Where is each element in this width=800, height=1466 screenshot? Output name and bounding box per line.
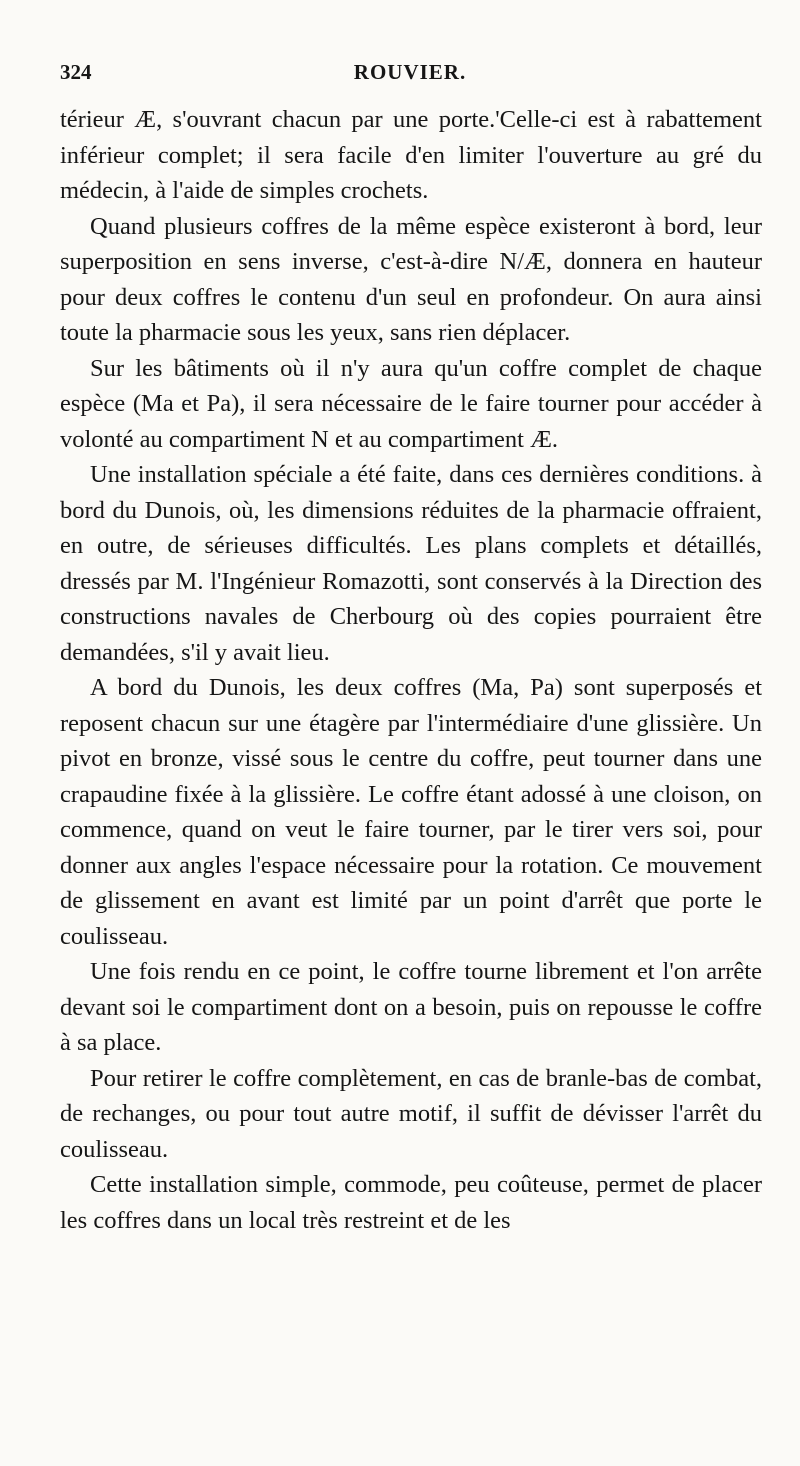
- paragraph: Pour retirer le coffre complètement, en cas de branle-bas de combat, de rechanges, ou pour tout autre motif, il suffit de dévisser l'arrêt du coulisseau.: [60, 1064, 762, 1163]
- body-text: [60, 102, 762, 1238]
- running-head: ROUVIER.: [353, 60, 467, 84]
- paragraph: térieur Æ, s'ouvrant chacun par une porte.'Celle-ci est à rabattement inférieur complet; il sera facile d'en limiter l'ouverture au gré du médecin, à l'aide de simples crochets.: [60, 106, 762, 204]
- page-header: [60, 60, 760, 90]
- paragraph: A bord du Dunois, les deux coffres (Ma, Pa) sont superposés et reposent chacun sur une étagère par l'intermédiaire d'une glissière. Un pivot en bronze, vissé sous le centre du coffre, peut tourner dans une crapaudine fixée à la glissière. Le coffre étant adossé à une cloison, on commence, quand on veut le faire tourner, par le tirer vers soi, pour donner aux angles l'espace nécessaire pour la rotation. Ce mouvement de glissement en avant est limité par un point d'arrêt que porte le coulisseau.: [60, 674, 762, 950]
- paragraph: Une installation spéciale a été faite, dans ces dernières conditions. à bord du Dunois, où, les dimensions réduites de la pharmacie offraient, en outre, de sérieuses difficultés. Les plans complets et détaillés, dressés par M. l'Ingénieur Romazotti, sont conservés à la Direction des constructions navales de Cherbourg où des copies pourraient être demandées, s'il y avait lieu.: [60, 461, 762, 666]
- paragraph: Quand plusieurs coffres de la même espèce existeront à bord, leur superposition en sens inverse, c'est-à-dire N/Æ, donnera en hauteur pour deux coffres le contenu d'un seul en profondeur. On aura ainsi toute la pharmacie sous les yeux, sans rien déplacer.: [60, 212, 762, 346]
- paragraph: Sur les bâtiments où il n'y aura qu'un coffre complet de chaque espèce (Ma et Pa), il sera nécessaire de le faire tourner pour accéder à volonté au compartiment N et au compartiment Æ.: [60, 354, 762, 453]
- paragraph: Une fois rendu en ce point, le coffre tourne librement et l'on arrête devant soi le compartiment dont on a besoin, puis on repousse le coffre à sa place.: [60, 958, 762, 1056]
- paragraph: Cette installation simple, commode, peu coûteuse, permet de placer les coffres dans un local très restreint et de les: [60, 1171, 762, 1234]
- page-number: 324: [60, 60, 92, 84]
